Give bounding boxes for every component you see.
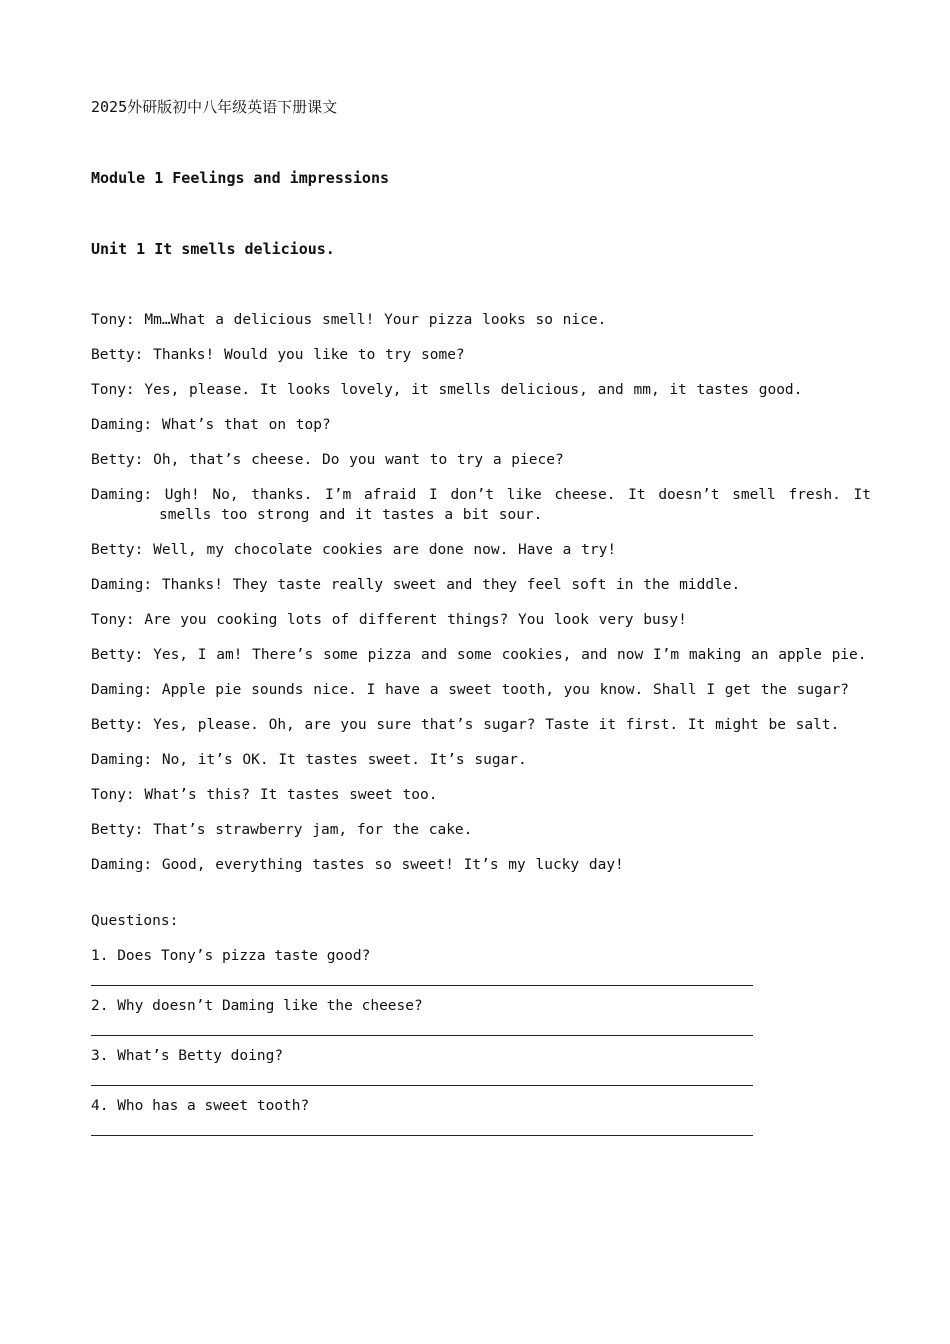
question-text: 4. Who has a sweet tooth? [91, 1098, 310, 1114]
dialogue-line: Tony: Are you cooking lots of different things? You look very busy! [91, 612, 687, 628]
dialogue-line: Betty: That’s strawberry jam, for the cake. [91, 822, 473, 838]
question-block [91, 1046, 871, 1086]
answer-line[interactable] [91, 1016, 753, 1036]
questions-label: Questions: [91, 913, 179, 929]
dialogue-line: Daming: Apple pie sounds nice. I have a sweet tooth, you know. Shall I get the sugar? [91, 682, 850, 698]
dialogue-line: Daming: Ugh! No, thanks. I’m afraid I don’t like cheese. It doesn’t smell fresh. It smells too strong and it tastes a bit sour. [91, 487, 871, 523]
dialogue [91, 310, 871, 875]
question-text: 1. Does Tony’s pizza taste good? [91, 948, 371, 964]
dialogue-line: Betty: Thanks! Would you like to try some? [91, 347, 465, 363]
document-content [91, 97, 871, 1146]
question-block [91, 996, 871, 1036]
dialogue-line: Daming: Thanks! They taste really sweet and they feel soft in the middle. [91, 577, 741, 593]
dialogue-line: Betty: Oh, that’s cheese. Do you want to try a piece? [91, 452, 564, 468]
unit-heading: Unit 1 It smells delicious. [91, 240, 335, 258]
dialogue-line: Daming: Good, everything tastes so sweet! It’s my lucky day! [91, 857, 624, 873]
dialogue-line: Tony: What’s this? It tastes sweet too. [91, 787, 438, 803]
question-block [91, 1096, 871, 1136]
question-text: 2. Why doesn’t Daming like the cheese? [91, 998, 423, 1014]
document-title: 2025外研版初中八年级英语下册课文 [91, 98, 338, 116]
dialogue-line: Daming: No, it’s OK. It tastes sweet. It’s sugar. [91, 752, 527, 768]
question-text: 3. What’s Betty doing? [91, 1048, 284, 1064]
answer-line[interactable] [91, 1066, 753, 1086]
module-heading: Module 1 Feelings and impressions [91, 169, 390, 187]
dialogue-line: Betty: Well, my chocolate cookies are done now. Have a try! [91, 542, 617, 558]
dialogue-line: Tony: Mm…What a delicious smell! Your pizza looks so nice. [91, 312, 607, 328]
dialogue-line: Betty: Yes, I am! There’s some pizza and some cookies, and now I’m making an apple pie. [91, 647, 867, 663]
answer-line[interactable] [91, 1116, 753, 1136]
dialogue-line: Daming: What’s that on top? [91, 417, 331, 433]
dialogue-line: Betty: Yes, please. Oh, are you sure that’s sugar? Taste it first. It might be salt. [91, 717, 840, 733]
answer-line[interactable] [91, 966, 753, 986]
question-block [91, 946, 871, 986]
dialogue-line: Tony: Yes, please. It looks lovely, it smells delicious, and mm, it tastes good. [91, 382, 803, 398]
